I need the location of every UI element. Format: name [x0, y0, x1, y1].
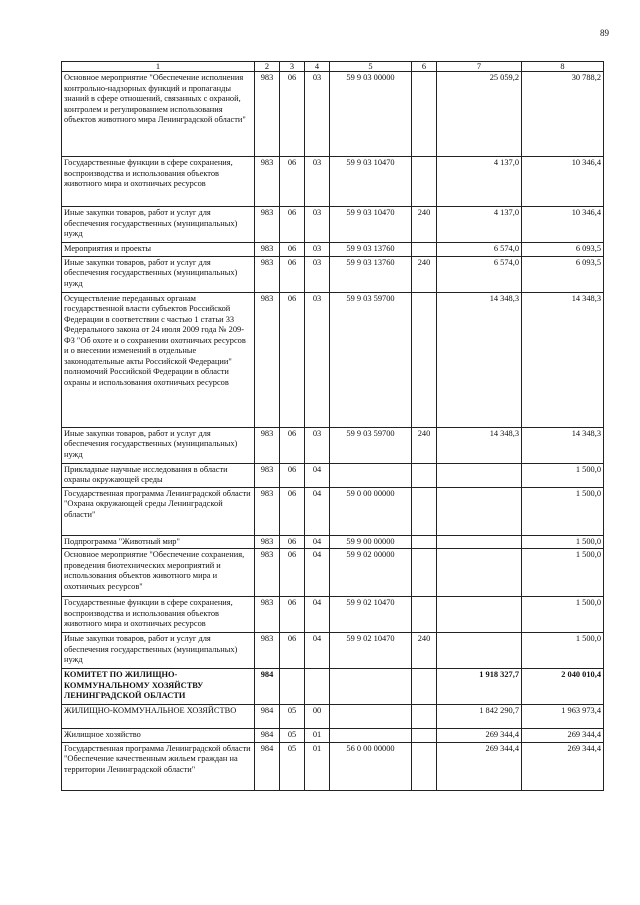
col-6-value [412, 463, 437, 487]
col-8-value: 1 500,0 [522, 597, 604, 633]
col-8-value: 269 344,4 [522, 742, 604, 790]
col-6-value [412, 157, 437, 207]
col-5-value: 59 9 03 00000 [330, 72, 412, 157]
page-number: 89 [600, 28, 609, 38]
col-6-value [412, 535, 437, 549]
row-description: Государственная программа Ленинградской области "Обеспечение качественным жильем граждан на территории Ленинградской области" [62, 742, 255, 790]
col-7-value: 4 137,0 [437, 157, 522, 207]
col-4-value [305, 669, 330, 705]
col-8-value: 14 348,3 [522, 292, 604, 427]
table-row [62, 463, 604, 487]
col-5-value: 59 9 03 13760 [330, 243, 412, 257]
col-4-value: 04 [305, 633, 330, 669]
col-2-value: 983 [255, 243, 280, 257]
column-header: 2 [255, 62, 280, 72]
row-description: ЖИЛИЩНО-КОММУНАЛЬНОЕ ХОЗЯЙСТВО [62, 705, 255, 729]
col-8-value: 1 500,0 [522, 549, 604, 597]
col-5-value: 59 9 03 10470 [330, 207, 412, 243]
col-6-value [412, 487, 437, 535]
col-4-value: 03 [305, 157, 330, 207]
table-row [62, 487, 604, 535]
row-description: Иные закупки товаров, работ и услуг для обеспечения государственных (муниципальных) нужд [62, 256, 255, 292]
col-3-value: 06 [280, 549, 305, 597]
col-3-value: 05 [280, 705, 305, 729]
col-5-value [330, 705, 412, 729]
col-2-value: 983 [255, 487, 280, 535]
col-5-value: 59 9 03 13760 [330, 256, 412, 292]
row-description: Основное мероприятие "Обеспечение исполнения контрольно-надзорных функций и пропаганды знаний в сфере отношений, связанных с охраной, контролем и регулированием использования объектов животного мира Ленинградской области" [62, 72, 255, 157]
table-row [62, 427, 604, 463]
table-row [62, 729, 604, 743]
col-5-value: 56 0 00 00000 [330, 742, 412, 790]
table-header-row [62, 62, 604, 72]
col-6-value [412, 597, 437, 633]
col-2-value: 983 [255, 292, 280, 427]
row-description: Иные закупки товаров, работ и услуг для обеспечения государственных (муниципальных) нужд [62, 633, 255, 669]
col-7-value: 14 348,3 [437, 427, 522, 463]
col-7-value: 14 348,3 [437, 292, 522, 427]
table-row [62, 742, 604, 790]
col-3-value: 05 [280, 729, 305, 743]
col-7-value [437, 535, 522, 549]
table-row [62, 243, 604, 257]
col-6-value: 240 [412, 256, 437, 292]
col-8-value: 6 093,5 [522, 243, 604, 257]
col-2-value: 983 [255, 72, 280, 157]
col-6-value [412, 729, 437, 743]
row-description: Прикладные научные исследования в области охраны окружающей среды [62, 463, 255, 487]
col-6-value [412, 705, 437, 729]
col-2-value: 984 [255, 705, 280, 729]
col-7-value: 269 344,4 [437, 729, 522, 743]
col-2-value: 983 [255, 463, 280, 487]
col-6-value [412, 292, 437, 427]
row-description: Подпрограмма "Животный мир" [62, 535, 255, 549]
col-2-value: 983 [255, 597, 280, 633]
column-header: 3 [280, 62, 305, 72]
col-5-value: 59 9 02 10470 [330, 597, 412, 633]
col-4-value: 03 [305, 256, 330, 292]
col-7-value [437, 633, 522, 669]
row-description: Государственные функции в сфере сохранения, воспроизводства и использования объектов животного мира и охотничьих ресурсов [62, 157, 255, 207]
row-description: Жилищное хозяйство [62, 729, 255, 743]
column-header: 6 [412, 62, 437, 72]
col-8-value: 30 788,2 [522, 72, 604, 157]
col-3-value: 06 [280, 256, 305, 292]
column-header: 7 [437, 62, 522, 72]
col-5-value: 59 9 00 00000 [330, 535, 412, 549]
column-header: 1 [62, 62, 255, 72]
col-5-value: 59 9 03 10470 [330, 157, 412, 207]
col-2-value: 984 [255, 742, 280, 790]
col-5-value: 59 9 03 59700 [330, 292, 412, 427]
col-3-value: 06 [280, 207, 305, 243]
table-row [62, 669, 604, 705]
col-4-value: 03 [305, 427, 330, 463]
col-4-value: 04 [305, 463, 330, 487]
col-3-value: 06 [280, 487, 305, 535]
row-description: Иные закупки товаров, работ и услуг для обеспечения государственных (муниципальных) нужд [62, 427, 255, 463]
table-row [62, 72, 604, 157]
col-8-value: 10 346,4 [522, 207, 604, 243]
col-3-value: 06 [280, 427, 305, 463]
col-2-value: 984 [255, 729, 280, 743]
col-4-value: 04 [305, 549, 330, 597]
col-4-value: 01 [305, 742, 330, 790]
col-2-value: 983 [255, 427, 280, 463]
col-6-value: 240 [412, 207, 437, 243]
col-3-value: 06 [280, 72, 305, 157]
col-4-value: 01 [305, 729, 330, 743]
col-8-value: 10 346,4 [522, 157, 604, 207]
col-4-value: 04 [305, 487, 330, 535]
col-4-value: 03 [305, 72, 330, 157]
budget-table [61, 61, 604, 791]
col-7-value: 25 059,2 [437, 72, 522, 157]
table-row [62, 256, 604, 292]
row-description: КОМИТЕТ ПО ЖИЛИЩНО-КОММУНАЛЬНОМУ ХОЗЯЙСТВУ ЛЕНИНГРАДСКОЙ ОБЛАСТИ [62, 669, 255, 705]
col-8-value: 6 093,5 [522, 256, 604, 292]
col-8-value: 1 500,0 [522, 633, 604, 669]
col-7-value: 1 842 290,7 [437, 705, 522, 729]
col-5-value: 59 0 00 00000 [330, 487, 412, 535]
table-row [62, 705, 604, 729]
col-4-value: 03 [305, 243, 330, 257]
col-6-value [412, 742, 437, 790]
col-8-value: 1 500,0 [522, 487, 604, 535]
col-7-value [437, 597, 522, 633]
column-header: 4 [305, 62, 330, 72]
col-4-value: 04 [305, 597, 330, 633]
table-row [62, 549, 604, 597]
col-5-value [330, 463, 412, 487]
col-7-value [437, 487, 522, 535]
col-3-value: 06 [280, 535, 305, 549]
col-8-value: 14 348,3 [522, 427, 604, 463]
col-7-value: 1 918 327,7 [437, 669, 522, 705]
col-8-value: 269 344,4 [522, 729, 604, 743]
col-5-value [330, 729, 412, 743]
col-2-value: 983 [255, 207, 280, 243]
col-7-value: 269 344,4 [437, 742, 522, 790]
row-description: Осуществление переданных органам государственной власти субъектов Российской Федерации в соответствии с частью 1 статьи 33 Федерального закона от 24 июля 2009 года № 209-ФЗ "Об охоте и о сохранении охотничьих ресурсов и о внесении изменений в отдельные законодательные акты Российской Федерации" полномочий Российской Федерации в области охраны и использования охотничьих ресурсов [62, 292, 255, 427]
col-4-value: 03 [305, 292, 330, 427]
col-3-value: 06 [280, 597, 305, 633]
col-7-value: 4 137,0 [437, 207, 522, 243]
table-row [62, 597, 604, 633]
column-header: 5 [330, 62, 412, 72]
col-8-value: 1 963 973,4 [522, 705, 604, 729]
col-2-value: 983 [255, 256, 280, 292]
col-6-value [412, 72, 437, 157]
row-description: Государственные функции в сфере сохранения, воспроизводства и использования объектов животного мира и охотничьих ресурсов [62, 597, 255, 633]
column-header: 8 [522, 62, 604, 72]
col-4-value: 04 [305, 535, 330, 549]
col-6-value [412, 243, 437, 257]
col-5-value: 59 9 02 10470 [330, 633, 412, 669]
col-8-value: 1 500,0 [522, 463, 604, 487]
col-7-value: 6 574,0 [437, 256, 522, 292]
table-row [62, 207, 604, 243]
col-3-value: 05 [280, 742, 305, 790]
col-7-value [437, 463, 522, 487]
col-3-value: 06 [280, 157, 305, 207]
col-3-value: 06 [280, 292, 305, 427]
col-6-value: 240 [412, 633, 437, 669]
col-6-value [412, 549, 437, 597]
row-description: Основное мероприятие "Обеспечение сохранения, проведения биотехнических мероприятий и использования объектов животного мира и охотничьих ресурсов" [62, 549, 255, 597]
col-8-value: 1 500,0 [522, 535, 604, 549]
col-4-value: 00 [305, 705, 330, 729]
row-description: Мероприятия и проекты [62, 243, 255, 257]
row-description: Иные закупки товаров, работ и услуг для обеспечения государственных (муниципальных) нужд [62, 207, 255, 243]
col-7-value [437, 549, 522, 597]
col-6-value [412, 669, 437, 705]
col-4-value: 03 [305, 207, 330, 243]
col-6-value: 240 [412, 427, 437, 463]
col-2-value: 983 [255, 535, 280, 549]
row-description: Государственная программа Ленинградской области "Охрана окружающей среды Ленинградской области" [62, 487, 255, 535]
col-3-value [280, 669, 305, 705]
col-2-value: 984 [255, 669, 280, 705]
col-2-value: 983 [255, 157, 280, 207]
table-row [62, 633, 604, 669]
col-8-value: 2 040 010,4 [522, 669, 604, 705]
col-3-value: 06 [280, 243, 305, 257]
col-5-value [330, 669, 412, 705]
col-2-value: 983 [255, 633, 280, 669]
table-row [62, 292, 604, 427]
col-2-value: 983 [255, 549, 280, 597]
col-3-value: 06 [280, 463, 305, 487]
col-3-value: 06 [280, 633, 305, 669]
table-body [62, 72, 604, 791]
col-5-value: 59 9 03 59700 [330, 427, 412, 463]
table-row [62, 157, 604, 207]
col-7-value: 6 574,0 [437, 243, 522, 257]
table-row [62, 535, 604, 549]
col-5-value: 59 9 02 00000 [330, 549, 412, 597]
